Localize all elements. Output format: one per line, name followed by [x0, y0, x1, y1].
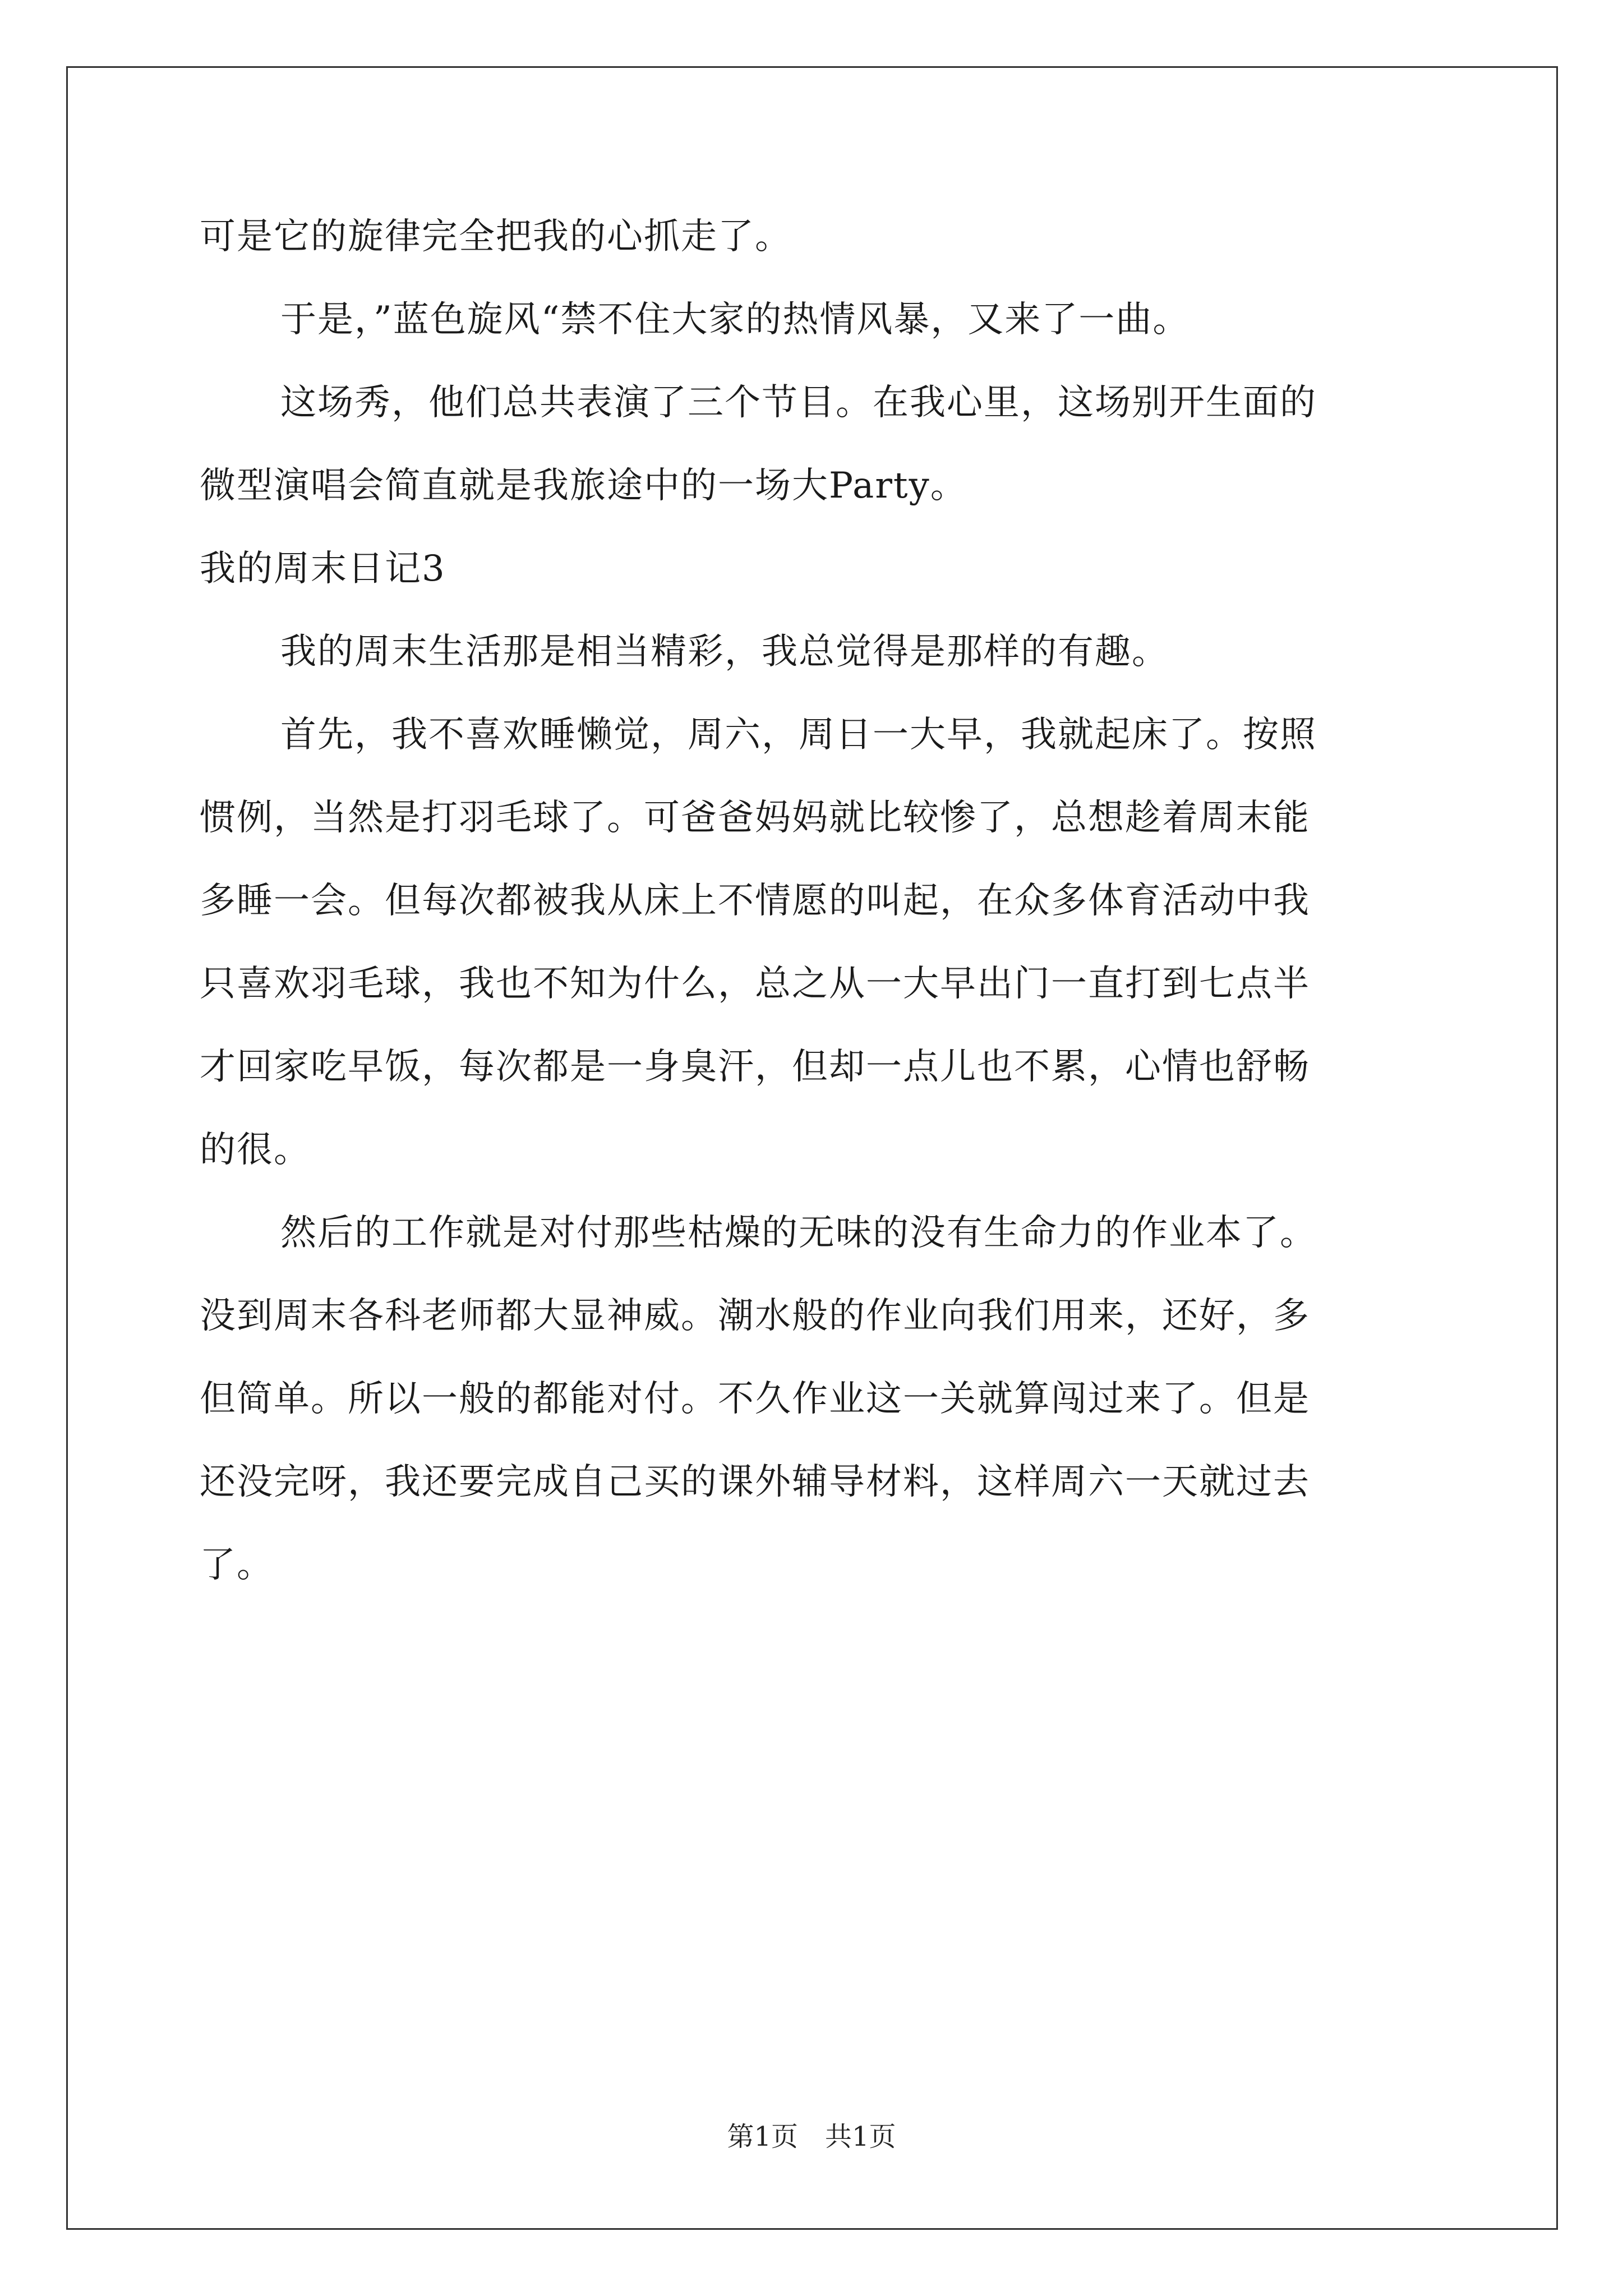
- text-line: 多睡一会。但每次都被我从床上不情愿的叫起，在众多体育活动中我: [200, 880, 1310, 922]
- text-line: 首先，我不喜欢睡懒觉，周六，周日一大早，我就起床了。按照: [280, 714, 1317, 756]
- document-body: [200, 216, 1422, 1586]
- text-line: 微型演唱会简直就是我旅途中的一场大Party。: [200, 465, 967, 507]
- text-line: 没到周末各科老师都大显神威。潮水般的作业向我们用来，还好，多: [200, 1295, 1310, 1337]
- text-line: 可是它的旋律完全把我的心抓走了。: [200, 216, 792, 257]
- text-line: 我的周末生活那是相当精彩，我总觉得是那样的有趣。: [280, 631, 1169, 673]
- text-line: 才回家吃早饭，每次都是一身臭汗，但却一点儿也不累，心情也舒畅: [200, 1046, 1310, 1088]
- section-heading: 我的周末日记3: [200, 548, 446, 590]
- text-line: 惯例，当然是打羽毛球了。可爸爸妈妈就比较惨了，总想趁着周末能: [200, 797, 1310, 839]
- text-line: 还没完呀，我还要完成自己买的课外辅导材料，这样周六一天就过去: [200, 1461, 1310, 1503]
- text-line: 于是，”蓝色旋风“禁不住大家的热情风暴，又来了一曲。: [280, 299, 1190, 341]
- text-line: 只喜欢羽毛球，我也不知为什么，总之从一大早出门一直打到七点半: [200, 963, 1310, 1005]
- text-line: 然后的工作就是对付那些枯燥的无味的没有生命力的作业本了。: [280, 1212, 1317, 1254]
- text-line: 了。: [200, 1544, 274, 1586]
- text-line: 这场秀，他们总共表演了三个节目。在我心里，这场别开生面的: [280, 382, 1317, 424]
- text-line: 但简单。所以一般的都能对付。不久作业这一关就算闯过来了。但是: [200, 1378, 1310, 1420]
- text-line: 的很。: [200, 1129, 311, 1171]
- page-footer: 第1页 共1页: [727, 2121, 896, 2152]
